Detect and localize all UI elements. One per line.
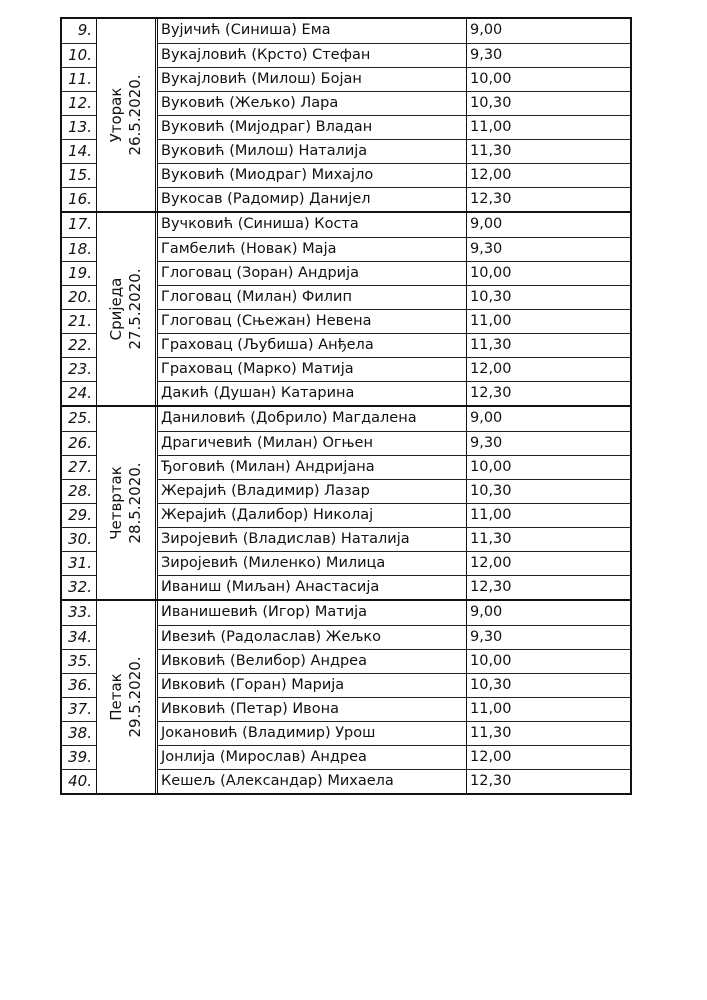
table-row [158, 625, 630, 649]
row-number: 27. [62, 455, 96, 479]
row-number: 39. [62, 745, 96, 769]
time-slot: 12,30 [470, 579, 512, 595]
table-row [158, 115, 630, 139]
day-label [107, 268, 145, 349]
time-slot: 10,30 [470, 677, 512, 693]
time-slot: 9,00 [470, 22, 503, 38]
student-name: Вукосав (Радомир) Данијел [158, 188, 467, 211]
student-name: Жерајић (Далибор) Николај [158, 504, 467, 527]
table-row [158, 649, 630, 673]
table-row [158, 285, 630, 309]
day-label [107, 462, 145, 543]
row-number: 9. [77, 21, 92, 39]
row-number: 36. [62, 673, 96, 697]
table-row [158, 575, 630, 599]
time-slot: 12,30 [470, 773, 512, 789]
table-row [158, 237, 630, 261]
day-cell [97, 407, 158, 599]
table-row [158, 381, 630, 405]
row-number-column [62, 407, 97, 599]
table-row [158, 479, 630, 503]
day-name: Сриједа [107, 277, 125, 341]
table-row [158, 527, 630, 551]
table-row [158, 745, 630, 769]
row-number: 11. [62, 67, 96, 91]
student-name: Ђоговић (Милан) Андријана [158, 456, 467, 479]
time-slot: 12,00 [470, 555, 512, 571]
student-name: Глоговац (Милан) Филип [158, 286, 467, 309]
time-slot: 10,00 [470, 265, 512, 281]
table-row [158, 187, 630, 211]
table-row [158, 139, 630, 163]
student-name: Вуковић (Жељко) Лара [158, 92, 467, 115]
table-row [158, 431, 630, 455]
row-number: 32. [62, 575, 96, 599]
table-row [158, 43, 630, 67]
table-row [158, 721, 630, 745]
student-name: Иванишевић (Игор) Матија [158, 601, 467, 625]
day-date: 27.5.2020. [126, 268, 144, 350]
student-name: Гамбелић (Новак) Маја [158, 238, 467, 261]
row-number: 15. [62, 163, 96, 187]
time-slot: 12,00 [470, 749, 512, 765]
student-name: Граховац (Љубиша) Анђела [158, 334, 467, 357]
student-name: Вукајловић (Милош) Бојан [158, 68, 467, 91]
student-name: Ивезић (Радоласлав) Жељко [158, 626, 467, 649]
student-name: Драгичевић (Милан) Огњен [158, 432, 467, 455]
day-name: Четвртак [107, 466, 125, 540]
time-slot: 11,30 [470, 337, 512, 353]
student-name: Ивковић (Велибор) Андреа [158, 650, 467, 673]
row-number: 14. [62, 139, 96, 163]
table-row [158, 769, 630, 793]
row-number: 18. [62, 237, 96, 261]
student-name: Даниловић (Добрило) Магдалена [158, 407, 467, 431]
table-row [158, 503, 630, 527]
row-number: 19. [62, 261, 96, 285]
row-number-column [62, 19, 97, 211]
schedule-table [60, 17, 632, 795]
time-slot: 10,00 [470, 71, 512, 87]
table-row [158, 261, 630, 285]
time-slot: 9,00 [470, 216, 503, 232]
row-number: 22. [62, 333, 96, 357]
row-number-column [62, 213, 97, 405]
table-row [158, 163, 630, 187]
time-slot: 10,30 [470, 289, 512, 305]
student-name: Вукајловић (Крсто) Стефан [158, 44, 467, 67]
student-name: Јонлија (Мирослав) Андреа [158, 746, 467, 769]
row-number: 38. [62, 721, 96, 745]
time-slot: 9,00 [470, 604, 503, 620]
row-number: 13. [62, 115, 96, 139]
table-row [158, 357, 630, 381]
day-cell [97, 19, 158, 211]
student-name: Јокановић (Владимир) Урош [158, 722, 467, 745]
row-number: 23. [62, 357, 96, 381]
table-row [158, 601, 630, 625]
day-name: Уторак [107, 87, 125, 143]
row-number: 16. [62, 187, 96, 211]
student-name: Кешељ (Александар) Михаела [158, 770, 467, 793]
time-slot: 12,30 [470, 385, 512, 401]
time-slot: 10,30 [470, 483, 512, 499]
row-number: 31. [62, 551, 96, 575]
student-name: Дакић (Душан) Катарина [158, 382, 467, 405]
row-number: 40. [62, 769, 96, 793]
row-number-column [62, 601, 97, 793]
table-row [158, 19, 630, 43]
row-number: 17. [68, 215, 92, 233]
time-slot: 11,30 [470, 531, 512, 547]
time-slot: 11,30 [470, 143, 512, 159]
day-group [62, 211, 630, 405]
student-name: Вујичић (Синиша) Ема [158, 19, 467, 43]
time-slot: 12,00 [470, 361, 512, 377]
time-slot: 11,00 [470, 119, 512, 135]
row-number: 30. [62, 527, 96, 551]
time-slot: 9,30 [470, 241, 503, 257]
time-slot: 10,30 [470, 95, 512, 111]
student-name: Вуковић (Милош) Наталија [158, 140, 467, 163]
table-row [158, 697, 630, 721]
day-date: 29.5.2020. [126, 656, 144, 738]
day-cell [97, 213, 158, 405]
student-name: Жерајић (Владимир) Лазар [158, 480, 467, 503]
day-group [62, 19, 630, 211]
student-name: Граховац (Марко) Матија [158, 358, 467, 381]
row-number: 21. [62, 309, 96, 333]
table-row [158, 91, 630, 115]
row-number: 37. [62, 697, 96, 721]
time-slot: 11,00 [470, 507, 512, 523]
student-name: Вуковић (Мијодраг) Владан [158, 116, 467, 139]
table-row [158, 407, 630, 431]
student-name: Ивковић (Горан) Марија [158, 674, 467, 697]
time-slot: 12,00 [470, 167, 512, 183]
row-number: 10. [62, 43, 96, 67]
table-row [158, 309, 630, 333]
table-row [158, 67, 630, 91]
day-label [107, 74, 145, 155]
day-date: 26.5.2020. [126, 74, 144, 156]
table-row [158, 551, 630, 575]
row-number: 25. [68, 409, 92, 427]
day-name: Петак [107, 673, 125, 721]
table-row [158, 333, 630, 357]
row-number: 20. [62, 285, 96, 309]
time-slot: 10,00 [470, 653, 512, 669]
row-number: 33. [68, 603, 92, 621]
student-name: Глоговац (Зоран) Андрија [158, 262, 467, 285]
time-slot: 11,30 [470, 725, 512, 741]
row-number: 35. [62, 649, 96, 673]
student-name: Вуковић (Миодраг) Михајло [158, 164, 467, 187]
table-row [158, 213, 630, 237]
day-group [62, 599, 630, 793]
table-row [158, 673, 630, 697]
student-name: Иваниш (Миљан) Анастасија [158, 576, 467, 599]
student-name: Ивковић (Петар) Ивона [158, 698, 467, 721]
student-name: Вучковић (Синиша) Коста [158, 213, 467, 237]
time-slot: 11,00 [470, 701, 512, 717]
time-slot: 12,30 [470, 191, 512, 207]
day-label [107, 656, 145, 737]
time-slot: 11,00 [470, 313, 512, 329]
student-name: Зиројевић (Владислав) Наталија [158, 528, 467, 551]
row-number: 34. [62, 625, 96, 649]
row-number: 28. [62, 479, 96, 503]
time-slot: 9,00 [470, 410, 503, 426]
day-cell [97, 601, 158, 793]
time-slot: 10,00 [470, 459, 512, 475]
day-date: 28.5.2020. [126, 462, 144, 544]
row-number: 12. [62, 91, 96, 115]
row-number: 26. [62, 431, 96, 455]
time-slot: 9,30 [470, 435, 503, 451]
time-slot: 9,30 [470, 47, 503, 63]
time-slot: 9,30 [470, 629, 503, 645]
table-row [158, 455, 630, 479]
student-name: Зиројевић (Миленко) Милица [158, 552, 467, 575]
student-name: Глоговац (Сњежан) Невена [158, 310, 467, 333]
day-group [62, 405, 630, 599]
row-number: 24. [62, 381, 96, 405]
row-number: 29. [62, 503, 96, 527]
